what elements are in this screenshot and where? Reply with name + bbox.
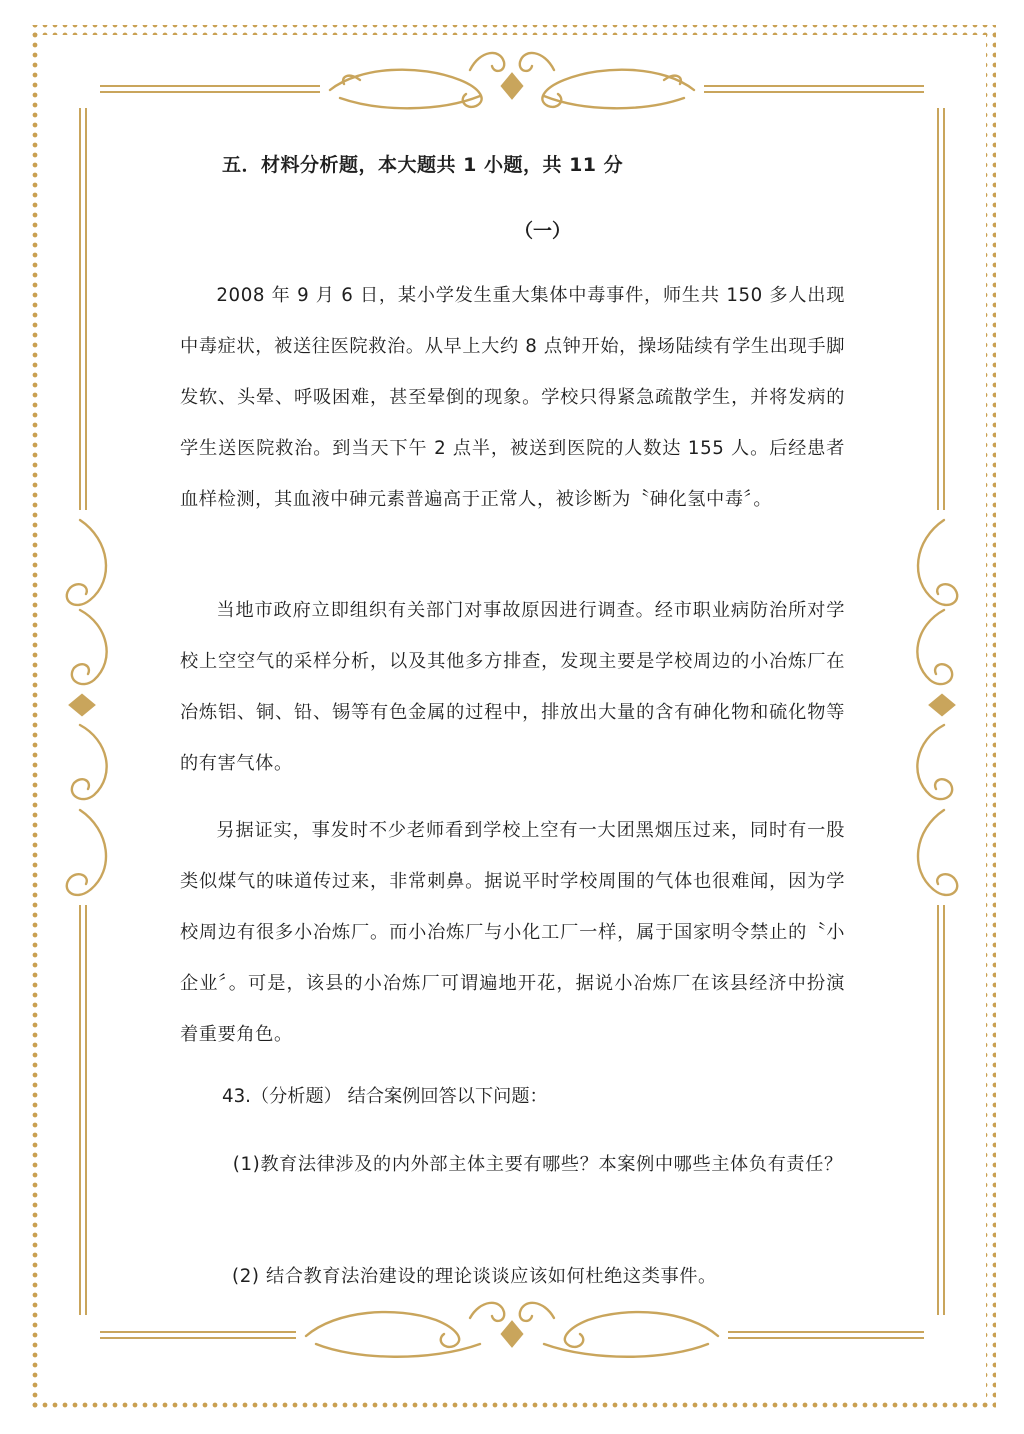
question-item-2: (2) 结合教育法治建设的理论谈谈应该如何杜绝这类事件。 — [232, 1266, 717, 1287]
case-paragraph-2: 当地市政府立即组织有关部门对事故原因进行调查。经市职业病防治所对学校上空空气的采样分析，以及其他多方排查，发现主要是学校周边的小冶炼厂在冶炼铝、铜、铅、锡等有色金属的过程中，排放出大量的含有砷化物和硫化物等的有害气体。 — [180, 600, 845, 774]
case-paragraph-3: 另据证实，事发时不少老师看到学校上空有一大团黑烟压过来，同时有一股类似煤气的味道传过来，非常刺鼻。据说平时学校周围的气体也很难闻，因为学校周边有很多小冶炼厂。而小冶炼厂与小化工厂一样，属于国家明令禁止的〝小企业〞。可是，该县的小冶炼厂可谓遍地开花，据说小冶炼厂在该县经济中扮演着重要角色。 — [180, 820, 845, 1045]
question-title: 43.（分析题） 结合案例回答以下问题： — [222, 1086, 548, 1107]
bottom-ornament — [306, 1303, 718, 1357]
case-paragraph-1: 2008 年 9 月 6 日，某小学发生重大集体中毒事件，师生共 150 多人出现中毒症状，被送往医院救治。从早上大约 8 点钟开始，操场陆续有学生出现手脚发软、头晕、呼吸困难，甚至晕倒的现象。学校只得紧急疏散学生，并将发病的学生送医院救治。到当天下午 2 点半，被送到医院的人数达 155 人。后经患者血样检测，其血液中砷元素普遍高于正常人，被诊断为〝砷化氢中毒〞。 — [180, 285, 845, 510]
top-ornament — [330, 53, 694, 108]
dotted-border-right — [986, 25, 996, 1409]
left-ornament — [67, 520, 107, 895]
section-subheading: （一） — [514, 220, 572, 242]
dotted-border-left — [28, 25, 38, 1409]
section-heading: 五．材料分析题，本大题共 1 小题，共 11 分 — [222, 154, 624, 176]
dotted-border-top — [28, 25, 996, 35]
right-ornament — [917, 520, 957, 895]
dotted-border-bottom — [28, 1399, 996, 1409]
question-item-1: (1)教育法律涉及的内外部主体主要有哪些？本案例中哪些主体负有责任？ — [232, 1154, 843, 1175]
